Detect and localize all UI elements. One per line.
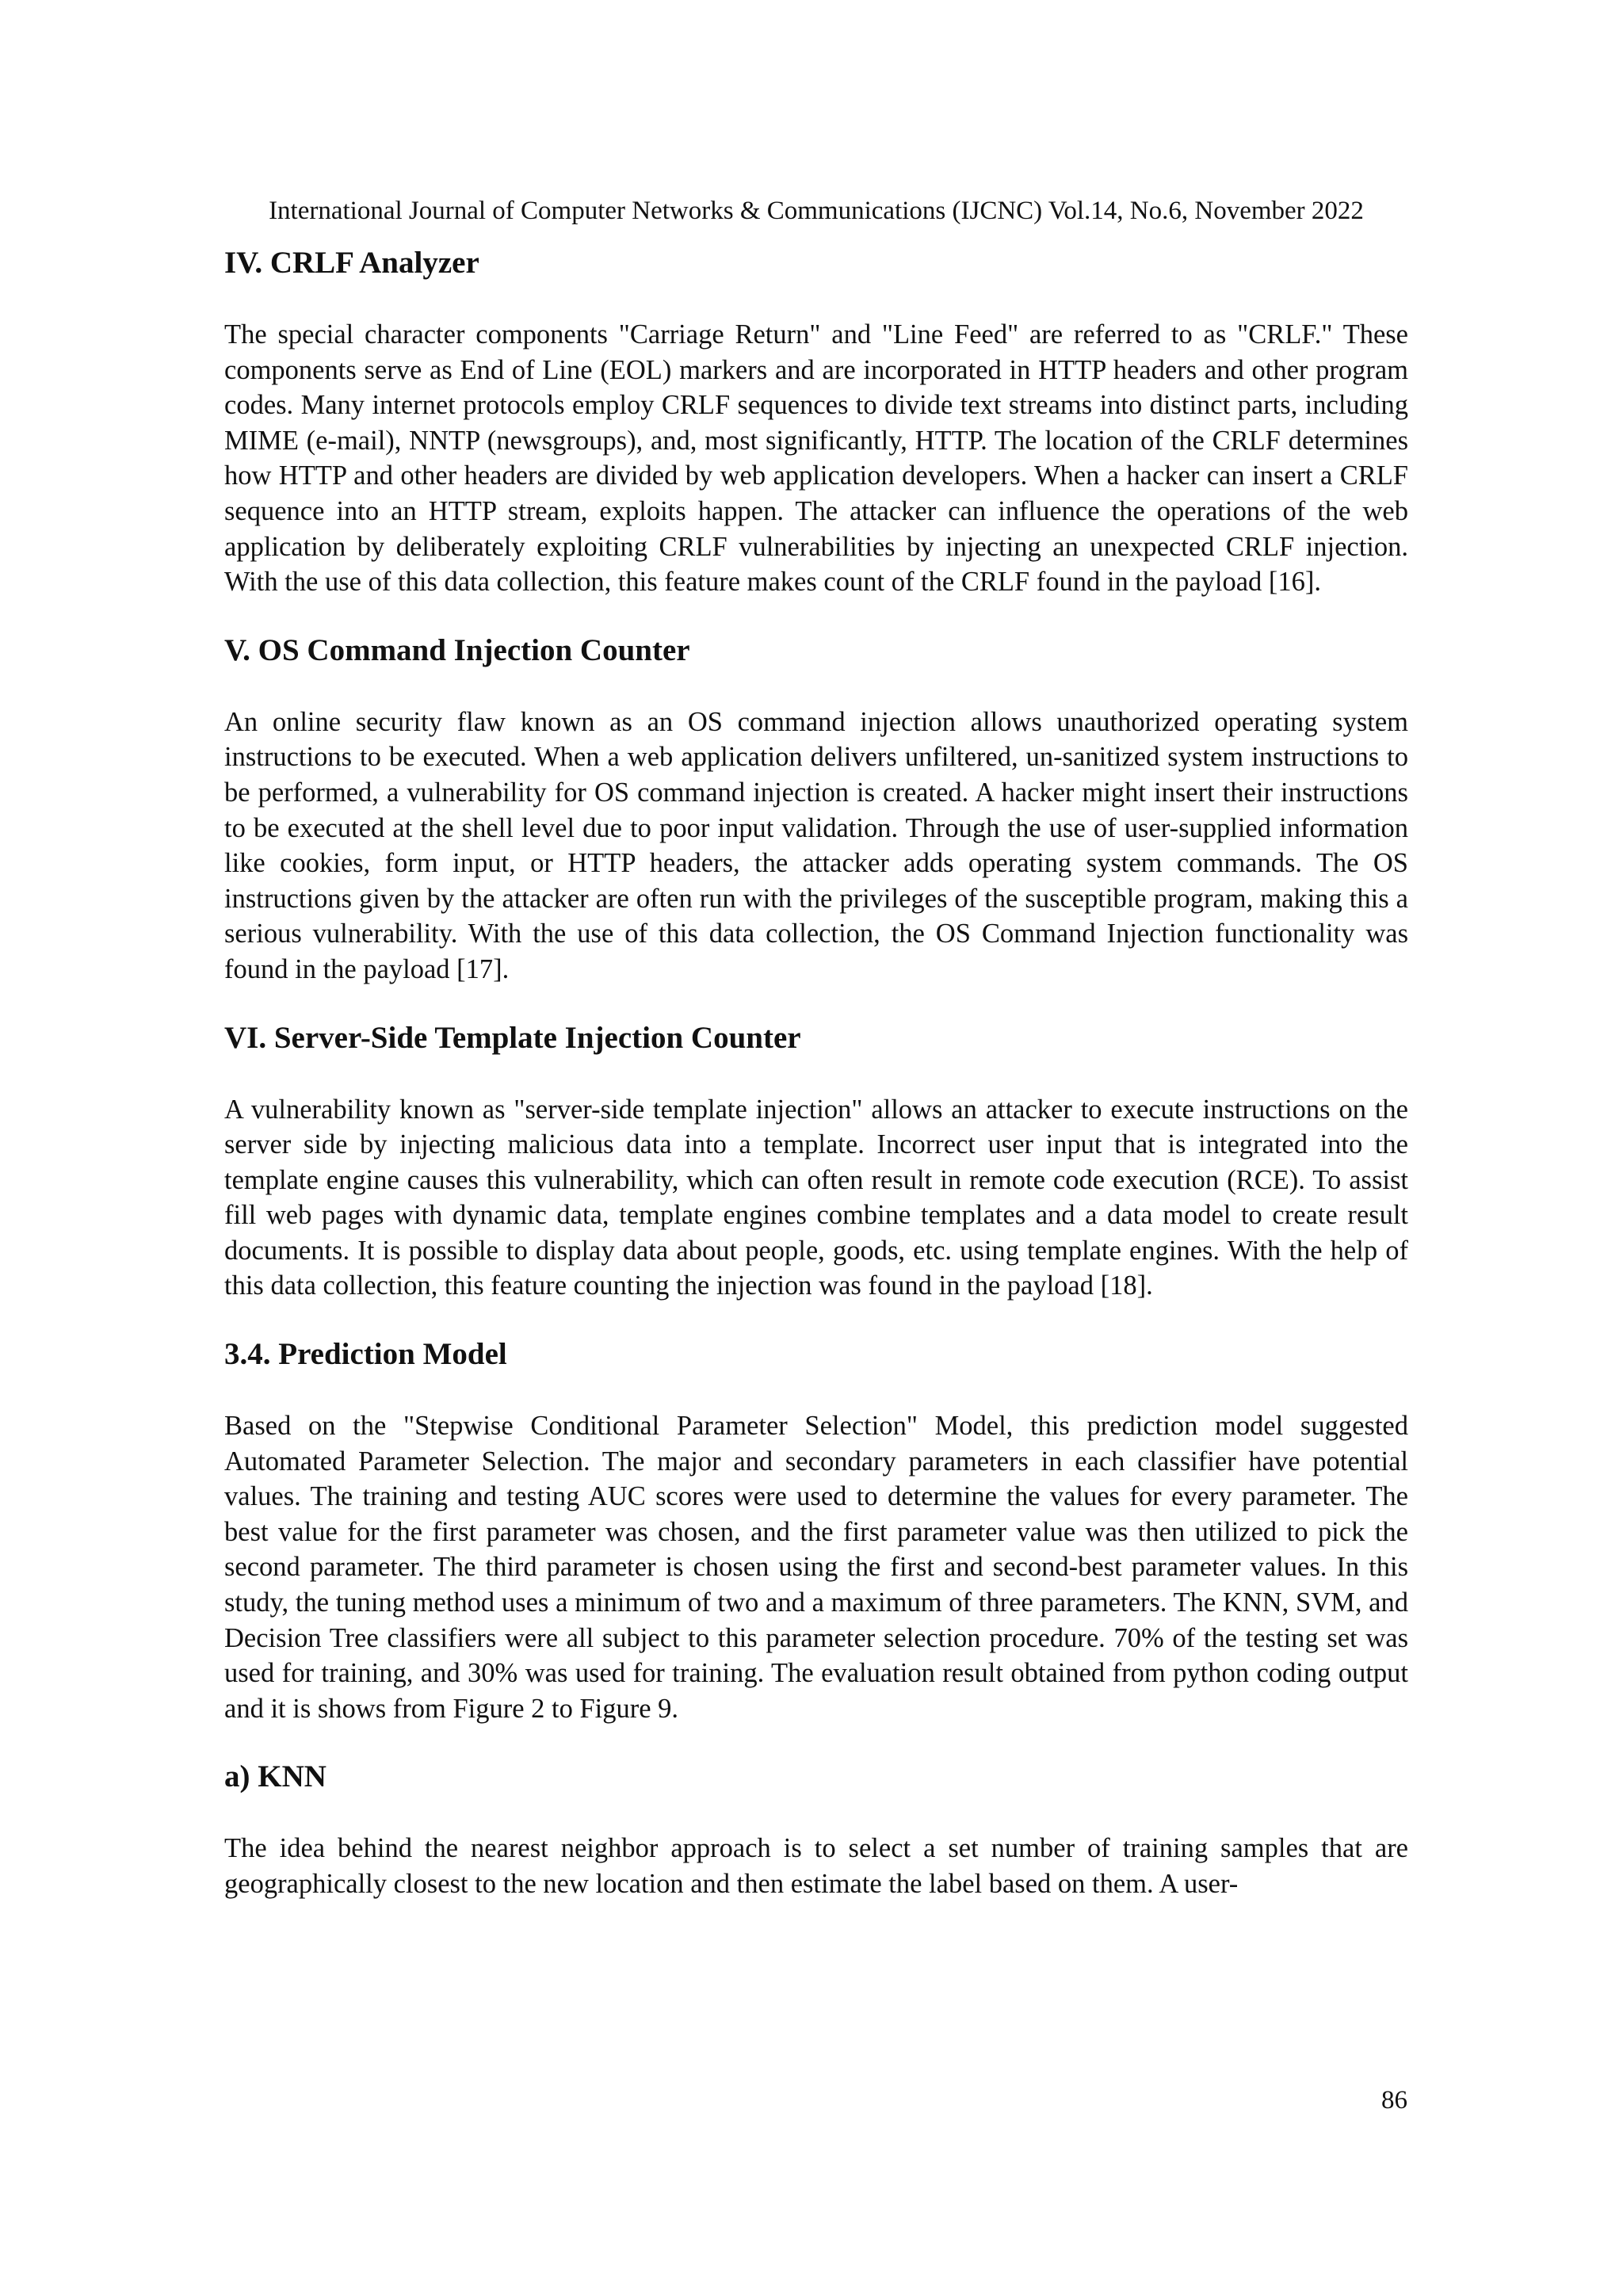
section-paragraph: The idea behind the nearest neighbor approach is to select a set number of training samples that are geographically closest to the new location and then estimate the label based on them. A user- <box>224 1833 1408 1899</box>
running-header: International Journal of Computer Networks & Communications (IJCNC) Vol.14, No.6, November 2022 <box>269 197 1364 225</box>
section-paragraph: An online security flaw known as an OS command injection allows unauthorized operating system instructions to be executed. When a web application delivers unfiltered, un-sanitized system instructions to be performed, a vulnerability for OS command injection is created. A hacker might insert their instructions to be executed at the shell level due to poor input validation. Through the use of user-supplied information like cookies, form input, or HTTP headers, the attacker adds operating system commands. The OS instructions given by the attacker are often run with the privileges of the susceptible program, making this a serious vulnerability. With the use of this data collection, the OS Command Injection functionality was found in the payload [17]. <box>224 706 1408 984</box>
section-paragraph: A vulnerability known as "server-side template injection" allows an attacker to execute instructions on the server side by injecting malicious data into a template. Incorrect user input that is integrated into the template engine causes this vulnerability, which can often result in remote code execution (RCE). To assist fill web pages with dynamic data, template engines combine templates and a data model to create result documents. It is possible to display data about people, goods, etc. using template engines. With the help of this data collection, this feature counting the injection was found in the payload [18]. <box>224 1094 1408 1301</box>
section-paragraph: The special character components "Carriage Return" and "Line Feed" are referred to as "CRLF." These components serve as End of Line (EOL) markers and are incorporated in HTTP headers and other program codes. Many internet protocols employ CRLF sequences to divide text streams into distinct parts, including MIME (e-mail), NNTP (newsgroups), and, most significantly, HTTP. The location of the CRLF determines how HTTP and other headers are divided by web application developers. When a hacker can insert a CRLF sequence into an HTTP stream, exploits happen. The attacker can influence the operations of the web application by deliberately exploiting CRLF vulnerabilities by injecting an unexpected CRLF injection. With the use of this data collection, this feature makes count of the CRLF found in the payload [16]. <box>224 319 1408 598</box>
section-knn <box>224 1758 1408 1901</box>
section-prediction-model <box>224 1335 1408 1726</box>
section-ssti-counter <box>224 1019 1408 1305</box>
section-crlf-analyzer <box>224 244 1408 600</box>
section-os-command-injection <box>224 632 1408 988</box>
page-body <box>224 244 1408 1934</box>
section-paragraph: Based on the "Stepwise Conditional Parameter Selection" Model, this prediction model suggested Automated Parameter Selection. The major and secondary parameters in each classifier have potential values. The training and testing AUC scores were used to determine the values for every parameter. The best value for the first parameter was chosen, and the first parameter value was then utilized to pick the second parameter. The third parameter is chosen using the first and second-best parameter values. In this study, the tuning method uses a minimum of two and a maximum of three parameters. The KNN, SVM, and Decision Tree classifiers were all subject to this parameter selection procedure. 70% of the testing set was used for training, and 30% was used for training. The evaluation result obtained from python coding output and it is shows from Figure 2 to Figure 9. <box>224 1411 1408 1724</box>
section-heading: a) KNN <box>224 1759 327 1794</box>
section-heading: VI. Server-Side Template Injection Counter <box>224 1020 801 1055</box>
section-heading: IV. CRLF Analyzer <box>224 246 479 280</box>
section-heading: 3.4. Prediction Model <box>224 1337 507 1372</box>
page-number: 86 <box>1381 2086 1407 2115</box>
section-heading: V. OS Command Injection Counter <box>224 632 690 667</box>
